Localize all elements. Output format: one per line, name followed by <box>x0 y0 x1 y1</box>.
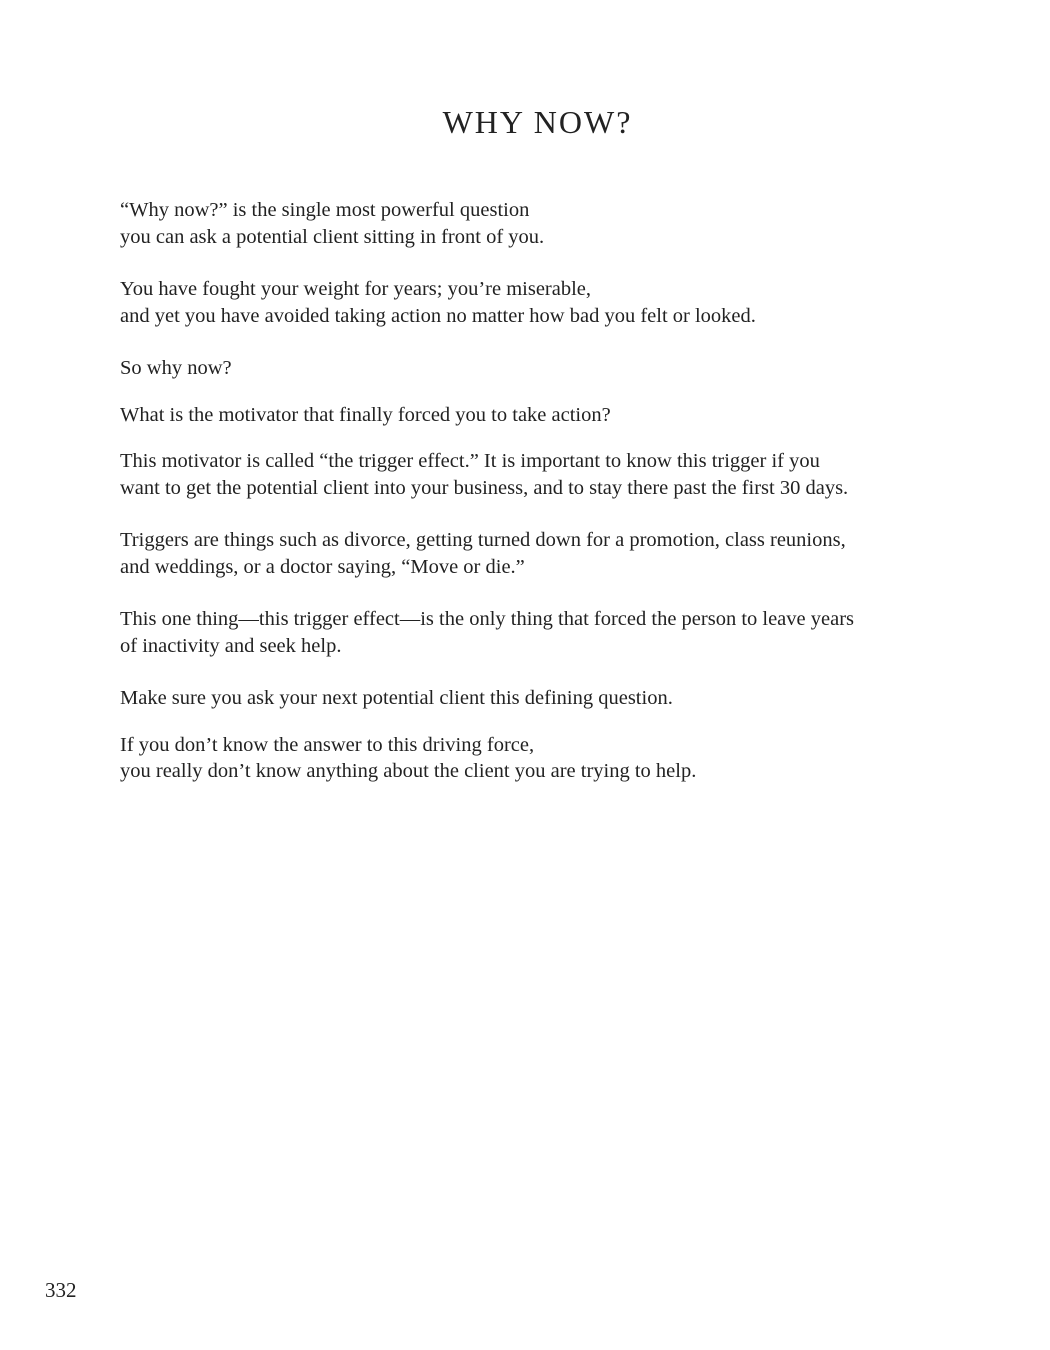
page-title: WHY NOW? <box>442 104 633 140</box>
text-line: want to get the potential client into your business, and to stay there past the first 30 days. <box>120 476 849 499</box>
text-line: You have fought your weight for years; you’re miserable, <box>120 278 592 300</box>
text-line: Triggers are things such as divorce, getting turned down for a promotion, class reunions, <box>120 529 846 551</box>
text-line: So why now? <box>120 357 232 379</box>
paragraph-so-why-now <box>120 355 1000 382</box>
text-line: This motivator is called “the trigger effect.” It is important to know this trigger if you <box>120 450 820 472</box>
text-line: What is the motivator that finally forced you to take action? <box>120 403 611 426</box>
paragraph-trigger-examples <box>120 527 1000 580</box>
text-line: and weddings, or a doctor saying, “Move or die.” <box>120 555 525 578</box>
text-line: and yet you have avoided taking action no matter how bad you felt or looked. <box>120 304 756 327</box>
text-line: “Why now?” is the single most powerful question <box>120 199 530 221</box>
paragraph-fought-weight <box>120 276 1000 329</box>
paragraph-ask-question <box>120 685 1000 712</box>
text-line: you really don’t know anything about the client you are trying to help. <box>120 760 697 782</box>
text-line: If you don’t know the answer to this driving force, <box>120 733 535 756</box>
text-line: Make sure you ask your next potential client this defining question. <box>120 687 673 709</box>
body-text <box>120 197 1000 811</box>
paragraph-motivator-question <box>120 402 1000 429</box>
text-line: This one thing—this trigger effect—is the only thing that forced the person to leave years <box>120 608 855 630</box>
text-line: of inactivity and seek help. <box>120 634 342 657</box>
paragraph-driving-force <box>120 732 1000 785</box>
paragraph-why-now-question <box>120 197 1000 250</box>
paragraph-trigger-effect <box>120 448 1000 501</box>
paragraph-one-thing <box>120 606 1000 659</box>
text-line: you can ask a potential client sitting in front of you. <box>120 225 545 248</box>
page-number: 332 <box>45 1278 77 1302</box>
